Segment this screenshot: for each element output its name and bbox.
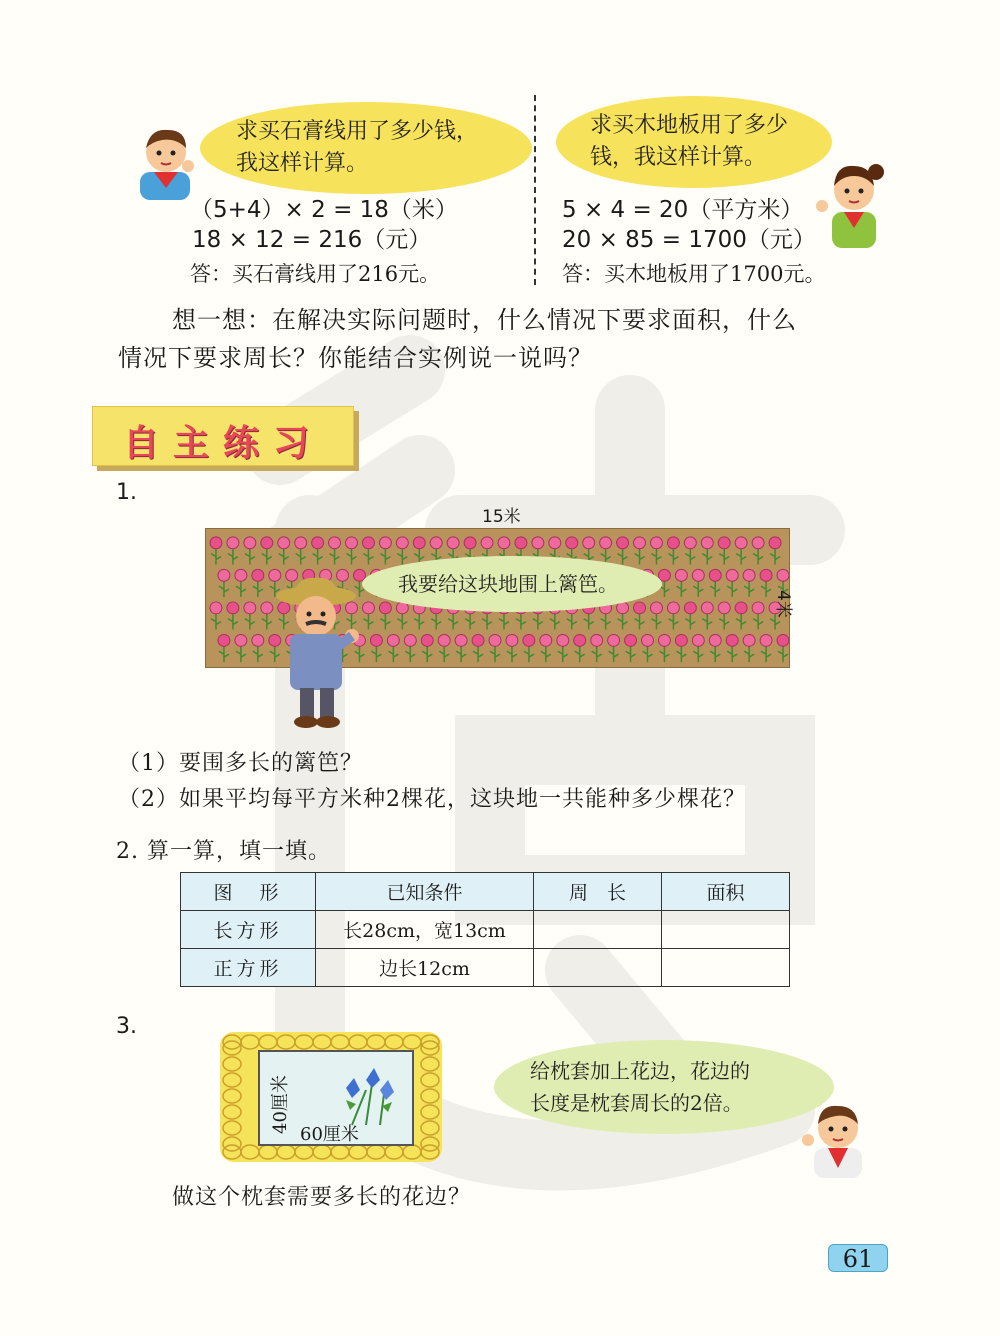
header-area: 面积 bbox=[662, 873, 790, 911]
table-header-row bbox=[181, 873, 790, 911]
think-line2: 情况下要求周长？你能结合实例说一说吗？ bbox=[118, 344, 593, 372]
top-right-bubble-line1: 求买木地板用了多少 bbox=[590, 113, 789, 138]
row1-condition: 长28cm，宽13cm bbox=[316, 911, 534, 949]
page-number: 61 bbox=[828, 1244, 888, 1272]
q1-height-label: 4米 bbox=[773, 590, 793, 618]
row2-shape: 正方形 bbox=[181, 949, 316, 987]
table-row bbox=[181, 949, 790, 987]
row1-shape: 长方形 bbox=[181, 911, 316, 949]
q3-width-label: 60厘米 bbox=[300, 1124, 359, 1145]
row2-condition: 边长12cm bbox=[316, 949, 534, 987]
boy-character-2-icon bbox=[800, 1094, 872, 1178]
boy-character-icon bbox=[132, 122, 200, 200]
header-condition: 已知条件 bbox=[316, 873, 534, 911]
q2-table bbox=[180, 872, 790, 987]
q1-sub1: （1）要围多长的篱笆？ bbox=[118, 751, 363, 776]
row2-perimeter-cell[interactable] bbox=[534, 949, 662, 987]
dashed-divider bbox=[534, 95, 536, 285]
row1-area-cell[interactable] bbox=[662, 911, 790, 949]
top-left-calc2: 18 × 12 = 216（元） bbox=[192, 227, 432, 253]
farmer-character-icon bbox=[272, 576, 362, 730]
farmer-bubble-text: 我要给这块地围上篱笆。 bbox=[398, 572, 618, 596]
q1-sub2: （2）如果平均每平方米种2棵花，这块地一共能种多少棵花？ bbox=[118, 787, 746, 812]
top-left-speech-bubble bbox=[200, 102, 532, 194]
top-right-speech-bubble bbox=[556, 96, 832, 188]
row2-area-cell[interactable] bbox=[662, 949, 790, 987]
q3-question: 做这个枕套需要多长的花边？ bbox=[172, 1185, 472, 1210]
top-left-bubble-line1: 求买石膏线用了多少钱， bbox=[236, 119, 479, 144]
top-right-answer: 答：买木地板用了1700元。 bbox=[562, 262, 826, 286]
q3-bubble-line2: 长度是枕套周长的2倍。 bbox=[530, 1091, 743, 1115]
q1-width-label: 15米 bbox=[482, 507, 521, 527]
top-left-calc1: （5+4）× 2 = 18（米） bbox=[190, 197, 458, 223]
section-header bbox=[92, 406, 354, 466]
header-shape: 图 形 bbox=[181, 873, 316, 911]
top-left-answer: 答：买石膏线用了216元。 bbox=[190, 262, 441, 286]
q3-number: 3. bbox=[116, 1014, 137, 1039]
top-right-calc1: 5 × 4 = 20（平方米） bbox=[562, 197, 804, 223]
q3-speech-bubble bbox=[494, 1040, 834, 1134]
girl-character-icon bbox=[814, 150, 890, 250]
q3-height-label: 40厘米 bbox=[270, 1075, 291, 1134]
top-right-bubble-line2: 钱，我这样计算。 bbox=[590, 145, 767, 170]
section-title: 自主练习 bbox=[123, 423, 324, 464]
farmer-speech-bubble bbox=[362, 556, 662, 612]
top-left-bubble-line2: 我这样计算。 bbox=[236, 151, 369, 176]
q2-title: 2. 算一算，填一填。 bbox=[116, 839, 331, 864]
q3-bubble-line1: 给枕套加上花边，花边的 bbox=[530, 1059, 750, 1083]
think-line1: 想一想：在解决实际问题时，什么情况下要求面积，什么 bbox=[172, 306, 797, 334]
top-right-calc2: 20 × 85 = 1700（元） bbox=[562, 227, 816, 253]
header-perimeter: 周 长 bbox=[534, 873, 662, 911]
row1-perimeter-cell[interactable] bbox=[534, 911, 662, 949]
q1-number: 1. bbox=[116, 480, 137, 505]
table-row bbox=[181, 911, 790, 949]
